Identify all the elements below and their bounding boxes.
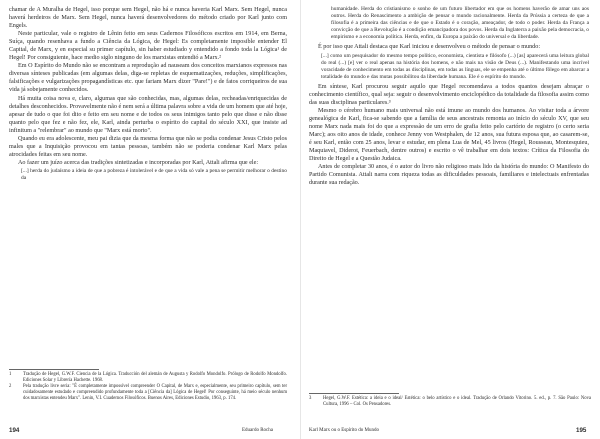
page-number: 194 bbox=[9, 427, 20, 434]
footnote bbox=[9, 372, 287, 384]
left-body bbox=[9, 6, 287, 184]
footnote-text: Pela tradução livre seria: "É completamente impossível compreender O Capital, de Marx e, especialmente, seu primeiro capítulo, sem ter cuidadosamente estudado e compreendido profundamente toda a [Ciência da] Lógica de Hegel! Por conseguinte, há meio século nenhum dos marxistas entendeu Marx". Lenin, V.I. Cuadernos Filosóficos. Buenos Aires, Ediciones Estudio, 1963, p. 174. bbox=[23, 383, 287, 401]
footnote-number: 1 bbox=[9, 372, 12, 377]
block-quote: [...] herda do judaísmo a ideia de que a pobreza é intolerável e de que a vida só vale a pena se permitir melhorar o destino da bbox=[21, 167, 287, 182]
paragraph: Quando eu era adolescente, meu pai dizia que da mesma forma que não se podia condenar Jesus Cristo pelos males que a Inquisição provocou em tantas pessoas, também não se poderia condenar Karl Marx pelas atrocidades feitas em seu nome. bbox=[9, 135, 287, 158]
paragraph: Neste particular, vale o registro de Lênin feito em seus Cadernos Filosóficos escritos em 1914, em Berna, Suíça, quando resenhava a fundo a Ciência da Lógica, de Hegel: Es completamente imposible entender El Capital, de Marx, y en especial su primer capítulo, sin haber estudiado y entendido a fondo toda la Lógica¹ de Hegel! Por consiguiente, hace medio siglo ninguno de los marxistas entendió a Marx.² bbox=[9, 31, 287, 62]
paragraph: É por isso que Attali destaca que Karl iniciou e desenvolveu o método de pensar o mundo: bbox=[318, 44, 541, 51]
paragraph: chamar de A Muralha de Hegel, isso porque sem Hegel, não há e nunca haveria Karl Marx. Sem Hegel, nunca haverá herdeiros de Marx. Sem Hegel, nunca haverá desenvolvedores do método criado por Karl junto com Engels. bbox=[9, 7, 287, 30]
footnotes bbox=[309, 393, 591, 408]
block-quote: [...] como um pesquisador do mesmo tempo político, economista, cientista e filósofo (...) [as] aparecerá uma leitura global do real (...) [e] ver o real apenas na história dos homens, e não mais na visão de Deus (...). Manifestando uma incrível voracidade de conhecimento em todas as disciplinas, em todas as línguas, ele se empenha até o último fôlego em abarcar a totalidade do mundo e das mutas possibilitou da liberdade humana. Ele é o espírito do mundo. bbox=[321, 52, 589, 80]
paragraph: Em O Espírito do Mundo não se encontram a reprodução ad nauseam dos conceitos marxianos expressos nas diversas sínteses publicadas (em algumas delas, diga-se repletas de esquematizações, reduções, simplificações, falsificações e vulgarizações propagandísticas etc. que fariam Marx dizer "Pare!") e de fatos corriqueiros de sua vida já sobejamente conhecidos. bbox=[9, 63, 287, 94]
paragraph: Em síntese, Karl procurou seguir aquilo que Hegel recomendava a todos quantos desejam abraçar o conhecimento científico, qual seja: seguir o desenvolvimento enciclopédico da totalidade da filosofia assim como das suas disciplinas particulares.³ bbox=[309, 83, 589, 106]
footnote-number: 2 bbox=[9, 383, 12, 389]
footnote-text: Tradução de Hegel, G.W.F. Ciencia de la Lógica. Traducción del alemán de Augusta y Rodolfo Mondolfo. Prólogo de Rodolfo Mondolfo. Ediciones Solar y Librería Hachette. 1968. bbox=[23, 372, 287, 383]
page-number: 195 bbox=[576, 427, 587, 434]
footnote-rule bbox=[309, 393, 399, 394]
running-head: Eduardo Rocha bbox=[242, 428, 273, 433]
block-quote: humanidade. Herda do cristianismo o sonho de um futuro libertador em que os homens haverão de amar uns aos outros. Herda do Renascimento a ambição de pensar o mundo racionalmente. Herda da Prússia a certeza de que a filosofia é a primeira das ciências e de que o Estado é o coração, ameaçador, de todo o poder. Herda da França a convicção de que a Revolução é a condição emancipadora dos povos. Herda da Inglaterra a paixão pela democracia, o empirismo e a economia política. Herda, enfim, da Europa a paixão do universal e da liberdade. bbox=[331, 6, 589, 41]
footnotes bbox=[9, 369, 287, 402]
running-head: Karl Marx ou o Espírito do Mundo bbox=[309, 428, 379, 433]
paragraph: Mesmo o cérebro humano mais universal não está imune ao mundo dos humanos. Ao visitar toda a árvore genealógica de Karl, fica-se sabendo que a família de seus ancestrais remonta ao início do século XV, que seu nome Marx nada mais foi do que a expressão de um erro de grafia feito pelo cartório de registro (o certo seria Marc); aos oito anos de idade, conhece Jenny von Westphalen, de 12 anos, sua futura esposa que, ao casarem-se, é seu Karl, então com 25 anos, levar e estudar, em plena Lua de Mel, 45 livros (Hegel, Rousseau, Montesquieu, Maquiavel, Diderot, Feuerbach, dentre outros) e escrito o vê trabalhar em dois textos: Crítica da Filosofia do Direito de Hegel e a Questão Judaica. bbox=[309, 108, 589, 163]
right-body bbox=[309, 6, 589, 188]
paragraph: Antes de completar 30 anos, é o autor do livro não religioso mais lido da história do mundo: O Manifesto do Partido Comunista. Attali narra com riqueza todas as dificuldades pessoais, familiares e intelectuais enfrentadas durante sua redação. bbox=[309, 164, 589, 187]
footnote-number: 3 bbox=[309, 396, 312, 401]
footnote bbox=[9, 384, 287, 402]
footnote-rule bbox=[9, 369, 99, 370]
footnote bbox=[309, 396, 591, 408]
paragraph: Há muita coisa nova e, claro, algumas que são conhecidas, mas, algumas delas, recheadas/enriquecidas de detalhes desconhecidos. Provavelmente não é nem será a última palavra sobre a vida de um homem que até hoje, apesar de tudo o que foi dito e feito em seu nome e de todos os seus inimigos tanto pelo que disse e não disse quanto pelo que fez e não fez, ele, Karl, ainda perturba o espírito do capital do século XXI, que insiste ad infinitum a "relembrar" ao mundo que "Marx está morto". bbox=[9, 95, 287, 134]
right-page bbox=[300, 0, 600, 439]
paragraph: Ao fazer um juízo acerca das tradições sintetizadas e incorporadas por Karl, Attali afirma que ele: bbox=[18, 159, 259, 166]
footnote-text: Hegel, G.W.F. Estética: a ideia e o ideal/ Estética: o belo artístico e o ideal. Tradução de Orlando Vitorino. 5. ed., p. 7. São Paulo: Nova Cultura, 1996 – Col. Os Pensadores. bbox=[323, 396, 591, 407]
